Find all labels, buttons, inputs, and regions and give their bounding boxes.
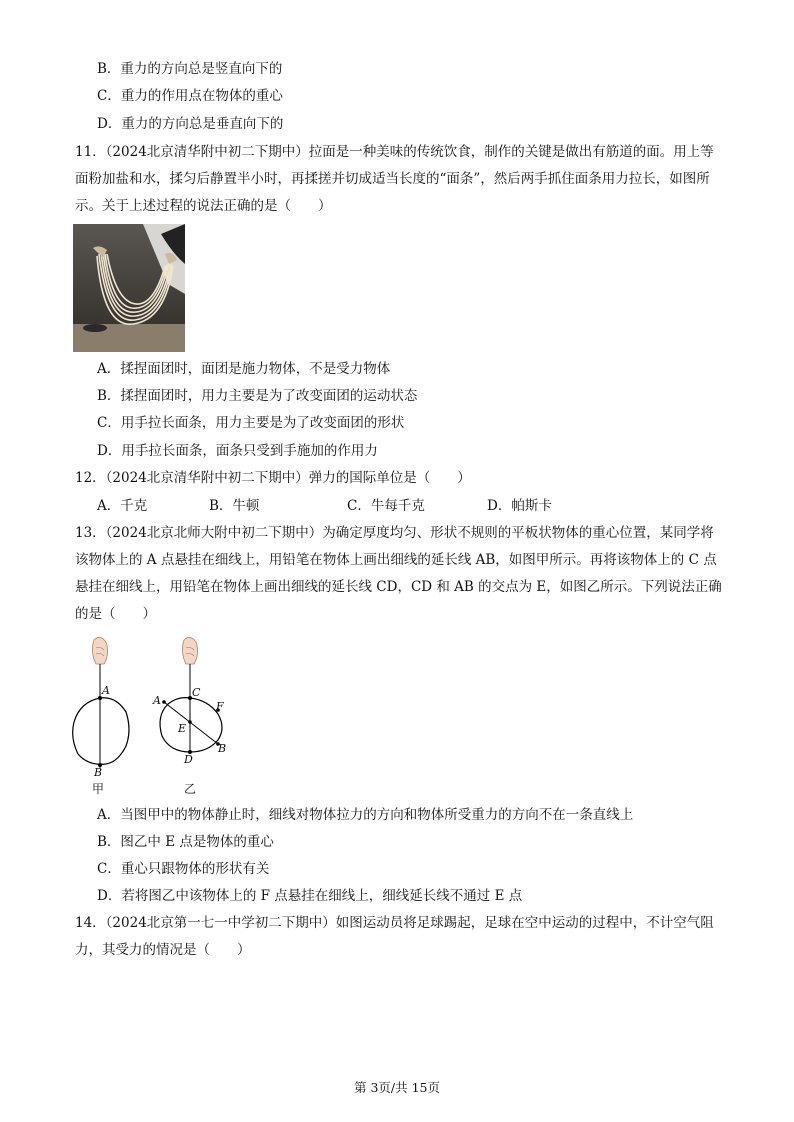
question-13-line-1: 13．（2024北京北师大附中初二下期中）为确定厚度均匀、形状不规则的平板状物体的重心位置，某同学将	[75, 525, 714, 541]
option-c-q10: C．重力的作用点在物体的重心	[97, 88, 283, 104]
option-c-q12: C．牛每千克	[347, 498, 425, 514]
option-c-q13: C．重心只跟物体的形状有关	[97, 861, 270, 877]
option-b-q11: B．揉捏面团时，用力主要是为了改变面团的运动状态	[97, 388, 418, 404]
figure-jia	[66, 634, 138, 794]
point-a-label: A	[102, 684, 110, 697]
option-b-q12: B．牛顿	[209, 498, 260, 514]
caption-jia: 甲	[92, 782, 105, 796]
point-b-label: B	[94, 766, 103, 779]
option-d-q13: D．若将图乙中该物体上的 F 点悬挂在细线上，细线延长线不通过 E 点	[97, 888, 523, 904]
question-12: 12．（2024北京清华附中初二下期中）弹力的国际单位是（ ）	[75, 470, 471, 486]
question-14-line-1: 14．（2024北京第一七一中学初二下期中）如图运动员将足球踢起，足球在空中运动的过程中，不计空气阻	[75, 915, 714, 931]
option-c-q11: C．用手拉长面条，用力主要是为了改变面团的形状	[97, 415, 405, 431]
question-13-line-3: 悬挂在细线上，用铅笔在物体上画出细线的延长线 CD，CD 和 AB 的交点为 E，如图乙所示。下列说法正确	[75, 579, 722, 595]
option-a-q12: A．千克	[97, 498, 148, 514]
point-c-label: C	[192, 686, 201, 699]
question-13-line-4: 的是（ ）	[75, 606, 156, 622]
question-11-line-3: 示。关于上述过程的说法正确的是（ ）	[75, 198, 332, 214]
option-b-q13: B．图乙中 E 点是物体的重心	[97, 834, 274, 850]
caption-yi: 乙	[184, 782, 197, 796]
option-a-q11: A．揉捏面团时，面团是施力物体，不是受力物体	[97, 361, 391, 377]
option-a-q13: A．当图甲中的物体静止时，细线对物体拉力的方向和物体所受重力的方向不在一条直线上	[97, 807, 634, 823]
question-11-line-2: 面粉加盐和水，揉匀后静置半小时，再揉搓并切成适当长度的“面条”，然后两手抓住面条用力拉长，如图所	[75, 171, 710, 187]
point-d-label: D	[184, 753, 193, 766]
point-e-label: E	[178, 722, 187, 735]
option-d-q12: D．帕斯卡	[487, 498, 552, 514]
point-b-label: B	[218, 742, 227, 755]
option-d-q10: D．重力的方向总是垂直向下的	[97, 116, 284, 132]
question-14-line-2: 力，其受力的情况是（ ）	[75, 942, 251, 958]
point-f-label: F	[216, 700, 224, 713]
option-d-q11: D．用手拉长面条，面条只受到手施加的作用力	[97, 443, 378, 459]
point-a-label: A	[153, 694, 161, 707]
option-b-q10: B．重力的方向总是竖直向下的	[97, 61, 283, 77]
figure-yi	[150, 634, 240, 794]
page-footer: 第 3页/共 15页	[353, 1080, 441, 1095]
question-13-line-2: 该物体上的 A 点悬挂在细线上，用铅笔在物体上画出细线的延长线 AB，如图甲所示。再将该物体上的 C 点	[75, 552, 717, 568]
noodle-photo	[73, 224, 185, 352]
question-11-line-1: 11．（2024北京清华附中初二下期中）拉面是一种美味的传统饮食，制作的关键是做出有筋道的面。用上等	[75, 144, 714, 160]
